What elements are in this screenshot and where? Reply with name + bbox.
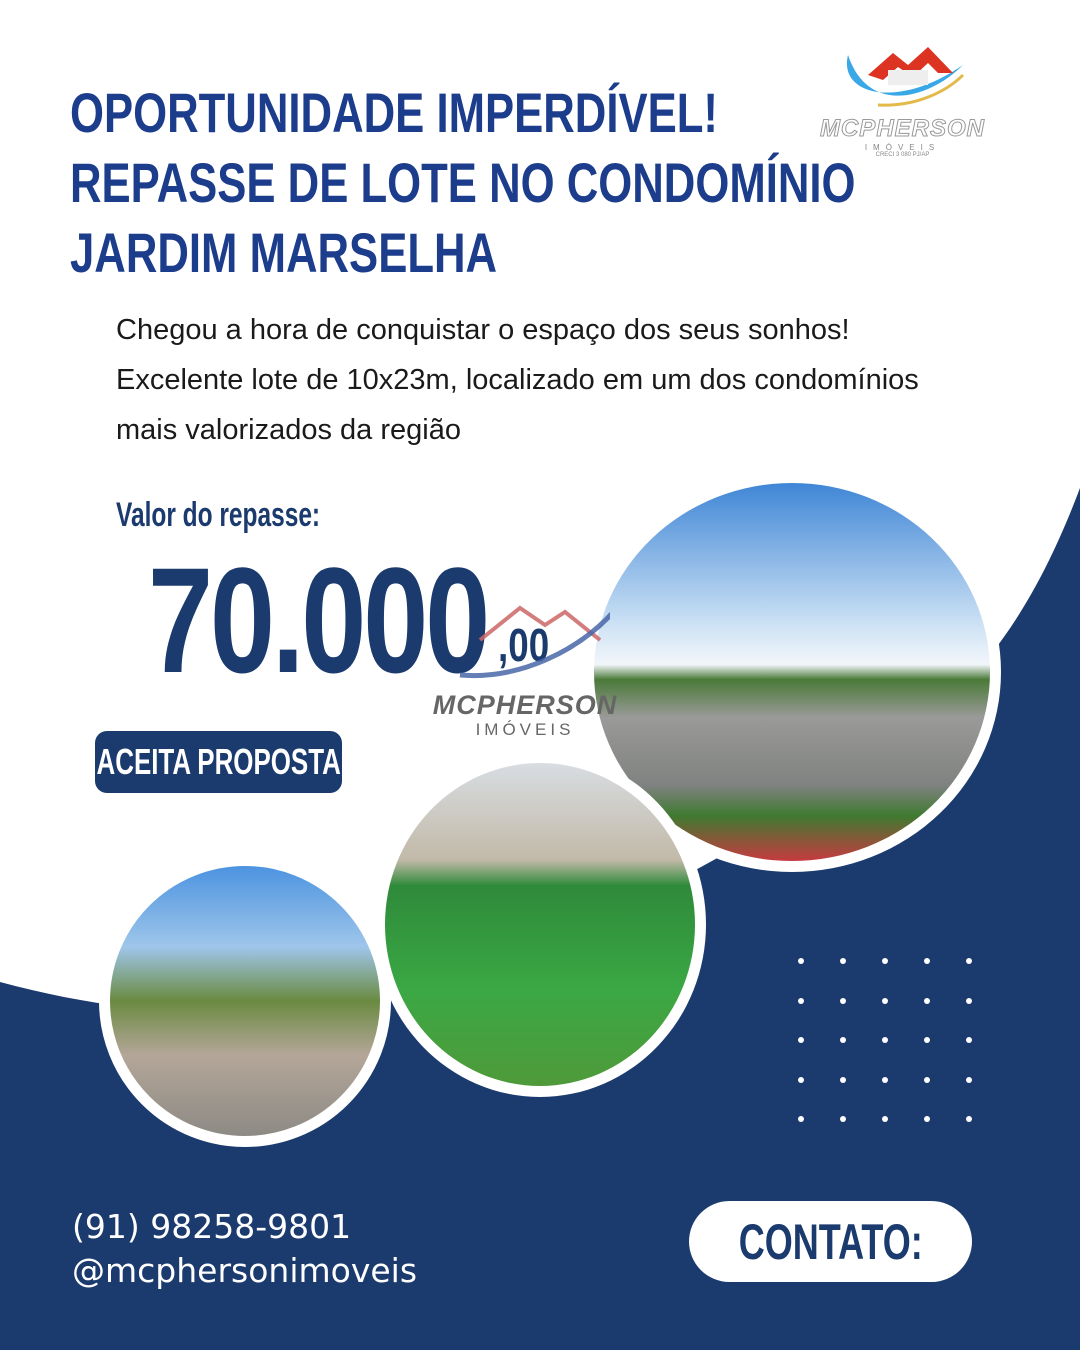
accept-proposal-badge: ACEITA PROPOSTA [95, 731, 342, 793]
title-line: JARDIM MARSELHA [70, 221, 498, 284]
title-line: REPASSE DE LOTE NO CONDOMÍNIO [70, 151, 856, 214]
contact-button[interactable]: CONTATO: [689, 1201, 972, 1282]
title-line: OPORTUNIDADE IMPERDÍVEL! [70, 81, 718, 144]
price-value: 70.000 [148, 536, 488, 704]
instagram-handle[interactable]: @mcphersonimoveis [72, 1251, 418, 1290]
brand-logo: MCPHERSON IMÓVEIS CRECI 3 080 PJ/AP [805, 35, 1000, 158]
photo-soccer-field [374, 752, 706, 1097]
house-watermark-icon [440, 600, 610, 680]
price-label: Valor do repasse: [116, 496, 321, 534]
house-logo-icon [838, 35, 968, 110]
contact-info [72, 1205, 417, 1293]
watermark-logo: MCPHERSON IMÓVEIS [432, 690, 618, 739]
description: Chegou a hora de conquistar o espaço dos seus sonhos! Excelente lote de 10x23m, localizado em um dos condomínios mais valorizados da região [116, 314, 919, 446]
photo-palm-garden [99, 855, 391, 1147]
page-title [70, 78, 855, 288]
decorative-dot-grid [798, 958, 1008, 1156]
phone-number[interactable]: (91) 98258-9801 [72, 1207, 352, 1246]
price-cents: ,00 [498, 619, 550, 671]
